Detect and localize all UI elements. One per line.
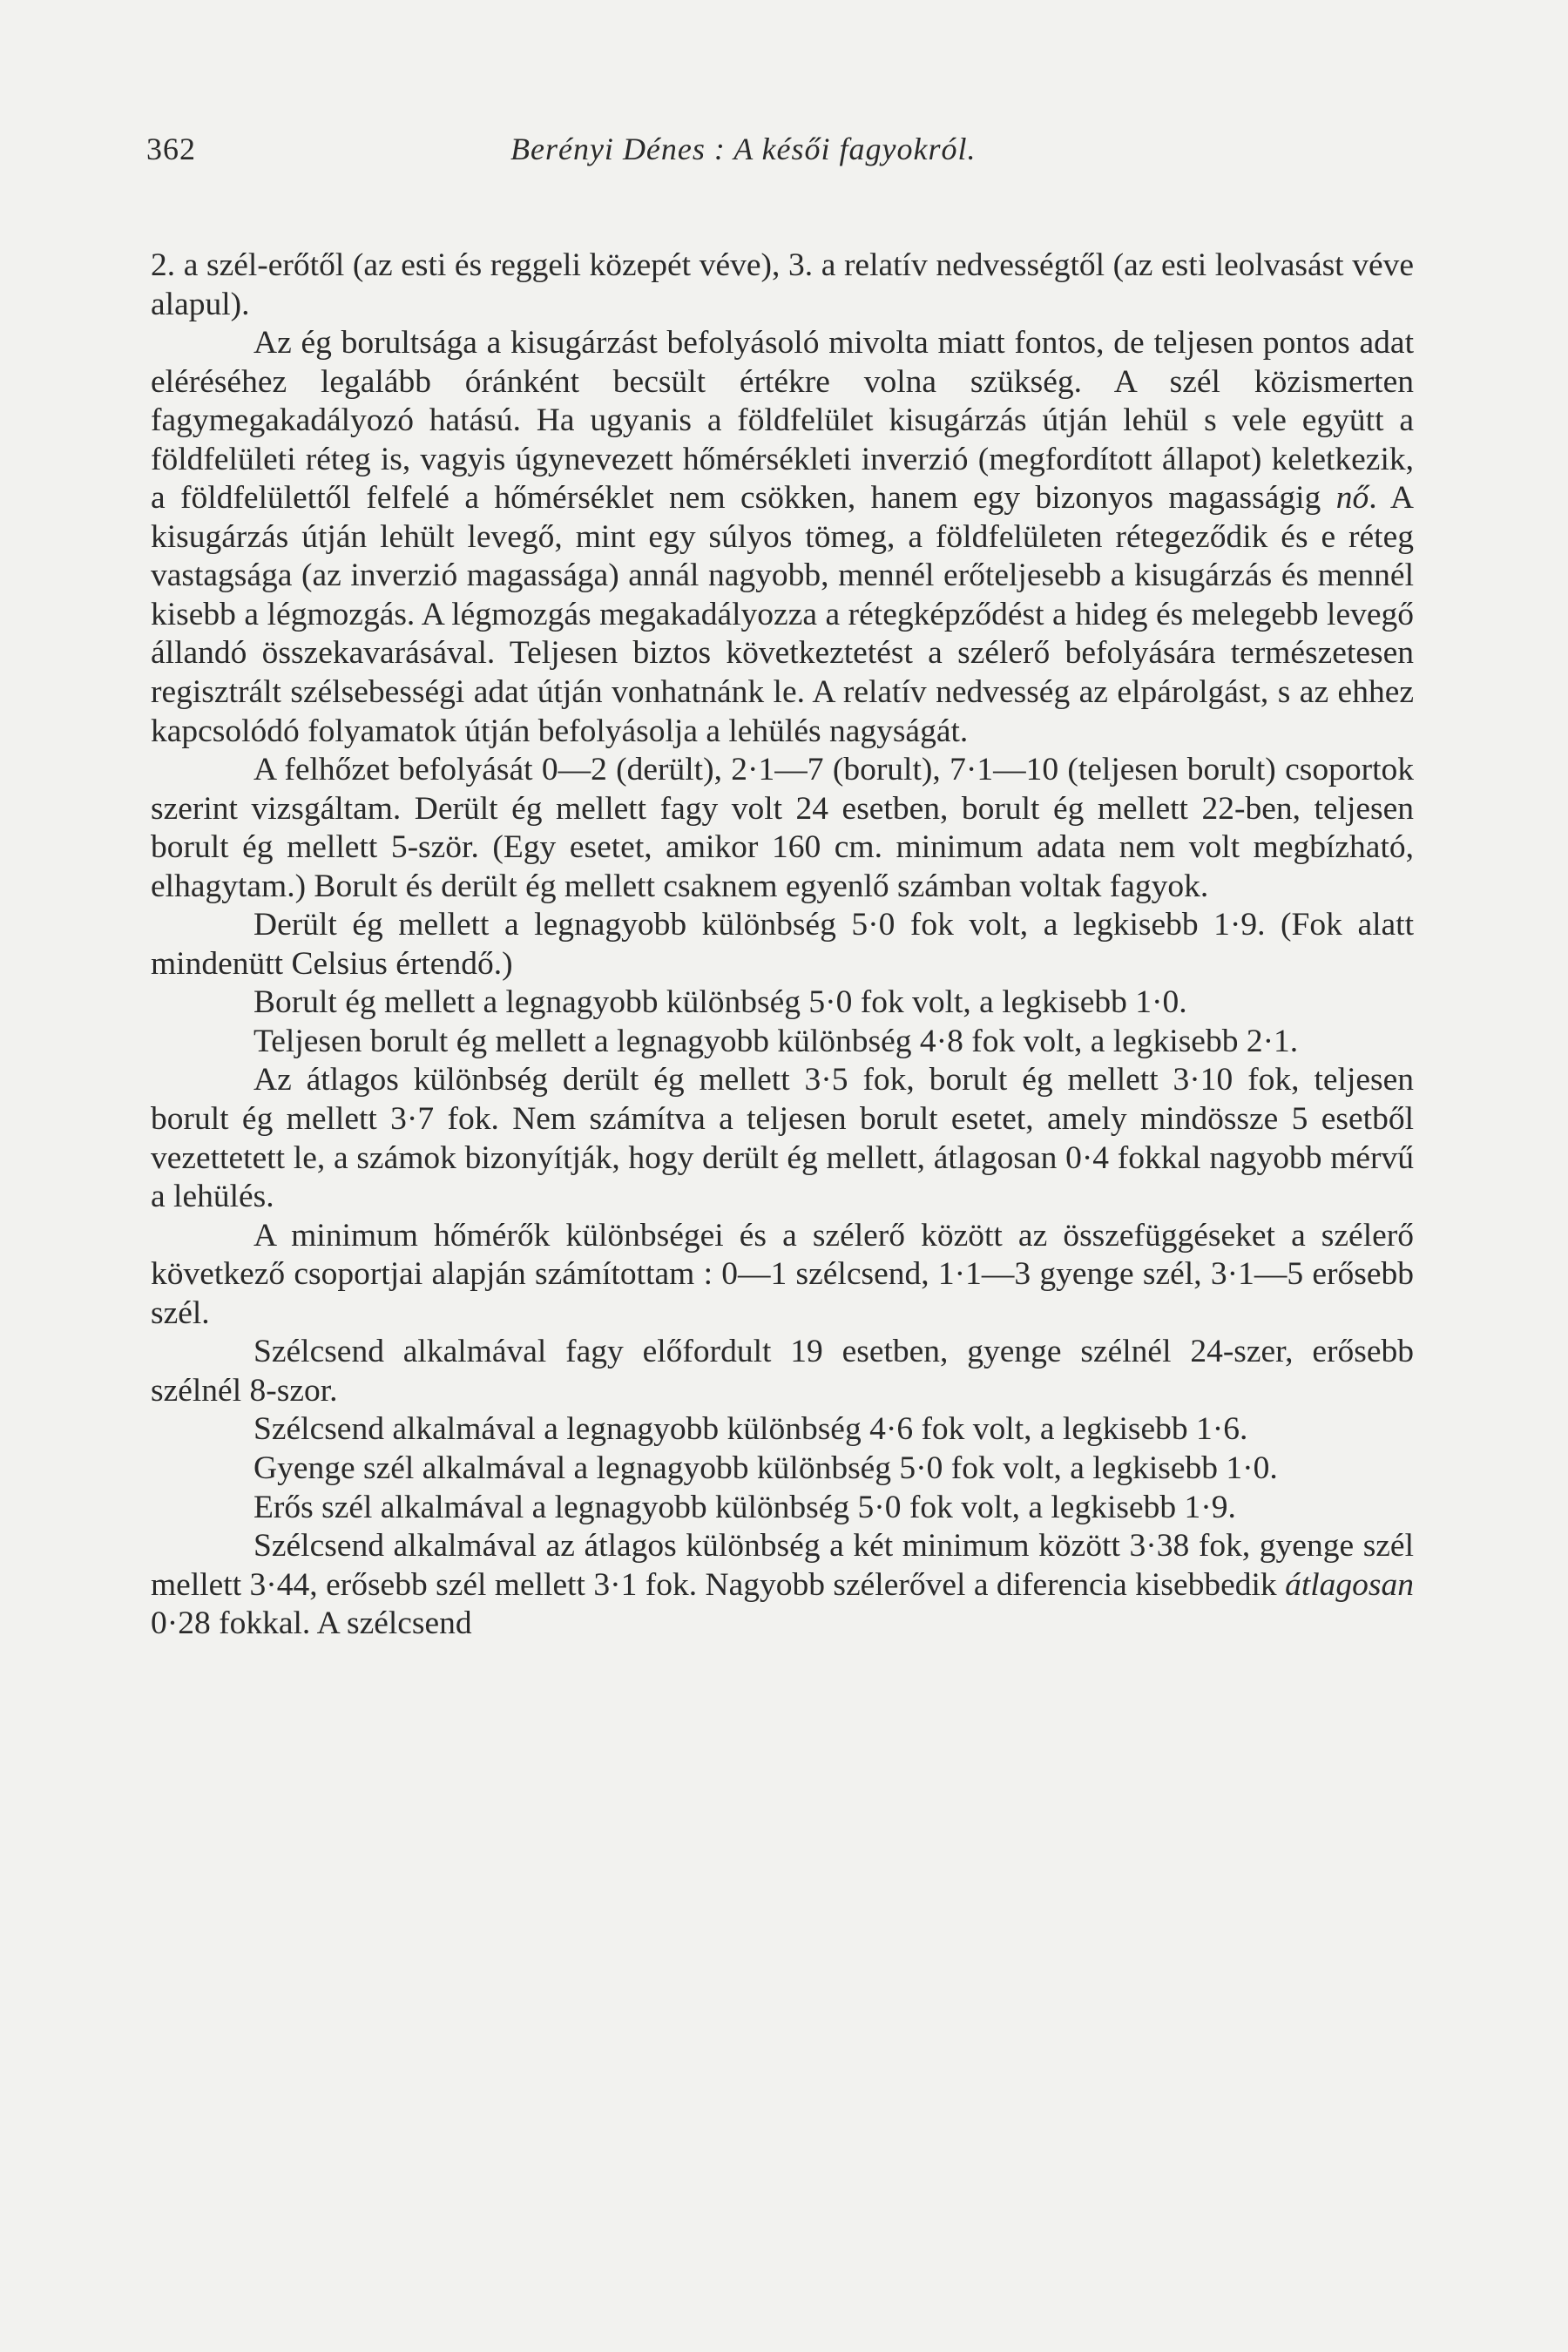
paragraph: [151, 324, 1414, 751]
paragraph: [151, 983, 1414, 1023]
paragraph-text: Az átlagos különbség derült ég mellett 3·5 fok, borult ég mellett 3·10 fok, teljesen borult ég mellett 3·7 fok. Nem számítva a teljesen borult esetet, amely mindössze 5 esetből vezettetett le, a számok bizonyítják, hogy derült ég mellett, átlagosan 0·4 fokkal nagyobb mérvű a lehülés.: [151, 1062, 1414, 1215]
running-title: Berényi Dénes : A késői fagyokról.: [510, 132, 977, 166]
paragraph-text: A minimum hőmérők különbségei és a szélerő között az összefüggéseket a szélerő következő csoportjai alapján számítottam : 0—1 szélcsend, 1·1—3 gyenge szél, 3·1—5 erősebb szél.: [151, 1217, 1414, 1331]
paragraph-text-continued: . A kisugárzás útján lehült levegő, mint egy súlyos tömeg, a földfelületen rétegeződik és e réteg vastagsága (az inverzió magassága) annál nagyobb, mennél erőteljesebb a kisugárzás és mennél kisebb a légmozgás. A légmozgás megakadályozza a rétegképződést a hideg és melegebb levegő állandó összekavarásával. Teljesen biztos következtetést a szélerő befolyására természetesen regisztrált szélsebességi adat útján vonhatnánk le. A relatív nedvesség az elpárolgást, s az ehhez kapcsolódó folyamatok útján befolyásolja a lehülés nagyságát.: [151, 480, 1415, 749]
paragraph: [151, 1023, 1414, 1062]
paragraph: [151, 1527, 1414, 1644]
paragraph-text: 2. a szél-erőtől (az esti és reggeli közepét véve), 3. a relatív nedvességtől (az esti leolvasást véve alapul).: [151, 247, 1414, 322]
paragraph: [151, 1450, 1414, 1489]
running-head: [146, 131, 1409, 174]
paragraph-text: Borult ég mellett a legnagyobb különbség 5·0 fok volt, a legkisebb 1·0.: [253, 984, 1187, 1021]
paragraph-text: Teljesen borult ég mellett a legnagyobb különbség 4·8 fok volt, a legkisebb 2·1.: [253, 1023, 1299, 1059]
paragraph-text: Szélcsend alkalmával az átlagos különbség a két minimum között 3·38 fok, gyenge szél mellett 3·44, erősebb szél mellett 3·1 fok. Nagyobb szélerővel a diferencia kisebbedik: [151, 1528, 1414, 1603]
paragraph-text: A felhőzet befolyását 0—2 (derült), 2·1—7 (borult), 7·1—10 (teljesen borult) csoportok szerint vizsgáltam. Derült ég mellett fagy volt 24 esetben, borult ég mellett 22-ben, teljesen borult ég mellett 5-ször. (Egy esetet, amikor 160 cm. minimum adata nem volt megbízható, elhagytam.) Borult és derült ég mellett csaknem egyenlő számban voltak fagyok.: [151, 752, 1414, 904]
body-text: [151, 247, 1414, 1644]
paragraph-text: Gyenge szél alkalmával a legnagyobb különbség 5·0 fok volt, a legkisebb 1·0.: [253, 1450, 1278, 1486]
paragraph-text: Derült ég mellett a legnagyobb különbség 5·0 fok volt, a legkisebb 1·9. (Fok alatt mindenütt Celsius értendő.): [151, 907, 1414, 982]
paragraph: [151, 247, 1414, 324]
paragraph: [151, 1217, 1414, 1334]
paragraph: [151, 906, 1414, 983]
page-number: 362: [146, 132, 196, 166]
paragraph-text: Szélcsend alkalmával fagy előfordult 19 esetben, gyenge szélnél 24-szer, erősebb szélnél 8-szor.: [151, 1334, 1414, 1409]
paragraph-text: Szélcsend alkalmával a legnagyobb különbség 4·6 fok volt, a legkisebb 1·6.: [253, 1411, 1248, 1448]
paragraph: [151, 1489, 1414, 1528]
emphasis-text: átlagosan: [1285, 1566, 1415, 1603]
paragraph-text: Az ég borultsága a kisugárzást befolyásoló mivolta miatt fontos, de teljesen pontos adat eléréséhez legalább óránként becsült értékre volna szükség. A szél közismerten fagymegakadályozó hatású. Ha ugyanis a földfelület kisugárzás útján lehül s vele együtt a földfelületi réteg is, vagyis úgynevezett hőmérsékleti inverzió (megfordított állapot) keletkezik, a földfelülettől felfelé a hőmérséklet nem csökken, hanem egy bizonyos magasságig: [151, 325, 1414, 517]
paragraph-text-continued: 0·28 fokkal. A szélcsend: [151, 1605, 472, 1642]
emphasis-text: nő: [1335, 480, 1369, 517]
paragraph: [151, 1061, 1414, 1216]
paragraph-text: Erős szél alkalmával a legnagyobb különbség 5·0 fok volt, a legkisebb 1·9.: [253, 1489, 1236, 1525]
paragraph: [151, 751, 1414, 906]
paragraph: [151, 1410, 1414, 1450]
paragraph: [151, 1333, 1414, 1410]
